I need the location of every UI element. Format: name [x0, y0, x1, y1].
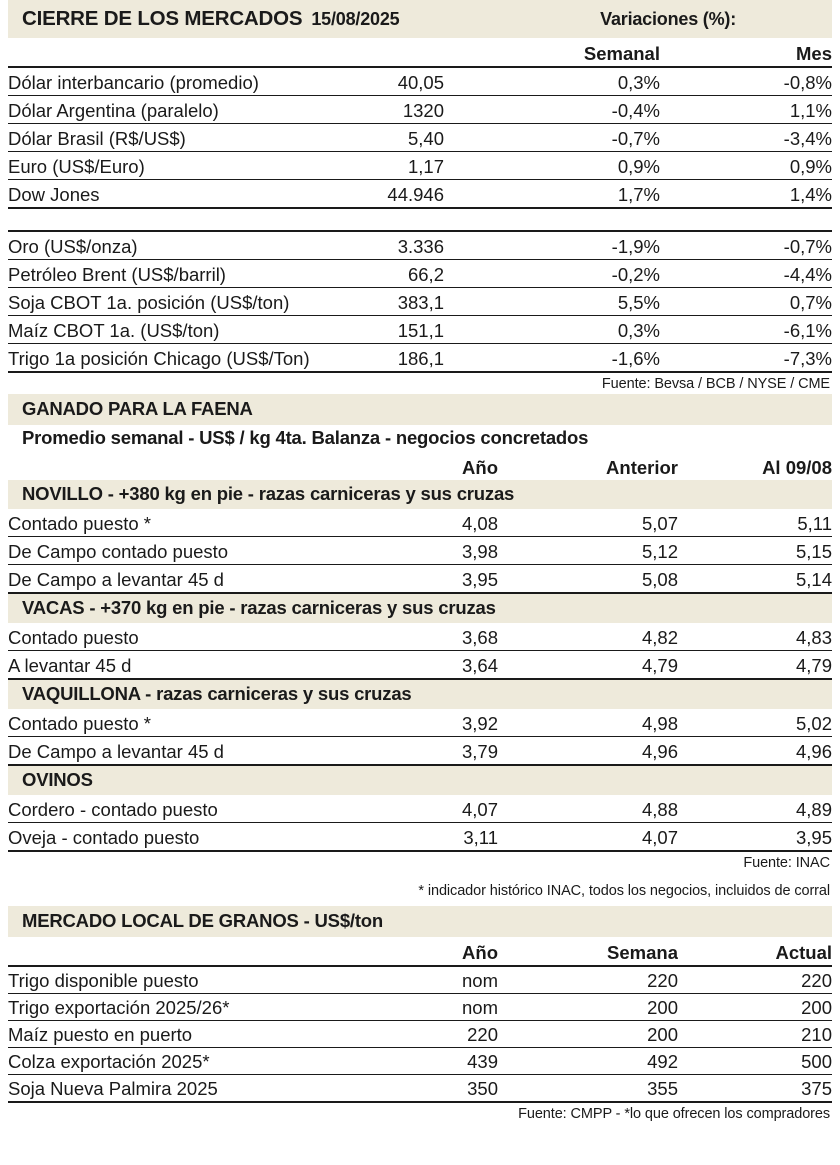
livestock-ano: 3,98 [348, 537, 498, 565]
market-name: Dow Jones [8, 180, 348, 209]
livestock-group-caption-novillo: NOVILLO - +380 kg en pie - razas carniceras y sus cruzas [8, 480, 832, 509]
market-semanal: -0,4% [444, 96, 660, 124]
table-row [8, 288, 832, 316]
market-name: Euro (US$/Euro) [8, 152, 348, 180]
market-mes: 0,7% [660, 288, 832, 316]
market-name: Petróleo Brent (US$/barril) [8, 260, 348, 288]
table-row [8, 344, 832, 373]
livestock-row-name: De Campo contado puesto [8, 537, 348, 565]
market-name: Soja CBOT 1a. posición (US$/ton) [8, 288, 348, 316]
markets-col-mes: Mes [796, 43, 832, 64]
market-name: Maíz CBOT 1a. (US$/ton) [8, 316, 348, 344]
grain-semana: 200 [498, 994, 678, 1021]
livestock-table-vacas [8, 623, 832, 680]
grains-col-actual: Actual [775, 942, 832, 963]
markets-table-group2 [8, 230, 832, 373]
market-semanal: 1,7% [444, 180, 660, 209]
market-mes: 1,4% [660, 180, 832, 209]
grain-name: Colza exportación 2025* [8, 1048, 348, 1075]
grain-semana: 492 [498, 1048, 678, 1075]
grain-semana: 355 [498, 1075, 678, 1103]
table-row [8, 737, 832, 766]
livestock-al: 3,95 [678, 823, 832, 852]
table-row [8, 709, 832, 737]
livestock-al: 5,11 [678, 509, 832, 537]
market-value: 3.336 [348, 231, 444, 260]
market-mes: 0,9% [660, 152, 832, 180]
livestock-row-name: De Campo a levantar 45 d [8, 565, 348, 594]
grains-title: MERCADO LOCAL DE GRANOS - US$/ton [8, 906, 832, 937]
grain-actual: 220 [678, 966, 832, 994]
markets-column-header-row [8, 38, 832, 67]
table-row [8, 565, 832, 594]
livestock-ano: 3,95 [348, 565, 498, 594]
market-mes: -4,4% [660, 260, 832, 288]
markets-col-semanal: Semanal [583, 43, 660, 64]
livestock-col-al: Al 09/08 [762, 457, 832, 478]
livestock-group-caption-vaquillona: VAQUILLONA - razas carniceras y sus cruzas [8, 680, 832, 709]
markets-source: Fuente: Bevsa / BCB / NYSE / CME [601, 376, 830, 392]
markets-col-value [348, 38, 444, 67]
market-semanal: 0,3% [444, 316, 660, 344]
livestock-row-name: Oveja - contado puesto [8, 823, 348, 852]
market-mes: -7,3% [660, 344, 832, 373]
livestock-ano: 3,64 [348, 651, 498, 680]
table-row [8, 509, 832, 537]
grains-column-header-row [8, 937, 832, 966]
livestock-anterior: 4,98 [498, 709, 678, 737]
grains-col-semana: Semana [607, 942, 678, 963]
livestock-ano: 3,79 [348, 737, 498, 766]
livestock-anterior: 4,96 [498, 737, 678, 766]
livestock-row-name: A levantar 45 d [8, 651, 348, 680]
livestock-anterior: 4,82 [498, 623, 678, 651]
market-value: 44.946 [348, 180, 444, 209]
table-row [8, 795, 832, 823]
livestock-anterior: 5,07 [498, 509, 678, 537]
market-value: 5,40 [348, 124, 444, 152]
livestock-anterior: 4,88 [498, 795, 678, 823]
grains-table [8, 937, 832, 1103]
markets-section [8, 0, 832, 394]
market-semanal: -1,6% [444, 344, 660, 373]
market-mes: -0,8% [660, 67, 832, 96]
livestock-table-vaquillona [8, 709, 832, 766]
market-value: 383,1 [348, 288, 444, 316]
table-row [8, 994, 832, 1021]
livestock-row-name: Contado puesto * [8, 709, 348, 737]
grain-actual: 500 [678, 1048, 832, 1075]
livestock-table-novillo [8, 509, 832, 594]
grains-section [8, 906, 832, 1124]
table-row [8, 1048, 832, 1075]
market-name: Oro (US$/onza) [8, 231, 348, 260]
livestock-ano: 3,11 [348, 823, 498, 852]
table-row [8, 180, 832, 209]
table-row [8, 966, 832, 994]
grain-name: Maíz puesto en puerto [8, 1021, 348, 1048]
market-semanal: -0,2% [444, 260, 660, 288]
table-row [8, 1021, 832, 1048]
grain-ano: 220 [348, 1021, 498, 1048]
livestock-anterior: 4,79 [498, 651, 678, 680]
livestock-source: Fuente: INAC [743, 855, 830, 871]
livestock-al: 4,89 [678, 795, 832, 823]
market-value: 66,2 [348, 260, 444, 288]
market-mes: -0,7% [660, 231, 832, 260]
livestock-col-ano: Año [462, 457, 498, 478]
livestock-al: 5,02 [678, 709, 832, 737]
table-row [8, 823, 832, 852]
livestock-ano: 4,08 [348, 509, 498, 537]
markets-title-band [8, 0, 832, 38]
livestock-row-name: Contado puesto * [8, 509, 348, 537]
livestock-section [8, 394, 832, 906]
livestock-col-anterior: Anterior [606, 457, 678, 478]
table-row [8, 67, 832, 96]
livestock-group-caption-vacas: VACAS - +370 kg en pie - razas carniceras y sus cruzas [8, 594, 832, 623]
market-mes: -3,4% [660, 124, 832, 152]
grain-actual: 210 [678, 1021, 832, 1048]
markets-date: 15/08/2025 [311, 9, 400, 29]
grain-ano: 350 [348, 1075, 498, 1103]
livestock-al: 5,15 [678, 537, 832, 565]
grain-actual: 200 [678, 994, 832, 1021]
grain-actual: 375 [678, 1075, 832, 1103]
market-name: Dólar interbancario (promedio) [8, 67, 348, 96]
livestock-column-header-row [8, 452, 832, 480]
market-value: 186,1 [348, 344, 444, 373]
grain-ano: nom [348, 966, 498, 994]
livestock-anterior: 5,12 [498, 537, 678, 565]
grain-ano: nom [348, 994, 498, 1021]
market-name: Dólar Brasil (R$/US$) [8, 124, 348, 152]
table-row [8, 1075, 832, 1103]
market-name: Trigo 1a posición Chicago (US$/Ton) [8, 344, 348, 373]
livestock-anterior: 5,08 [498, 565, 678, 594]
table-row [8, 537, 832, 565]
livestock-row-name: Cordero - contado puesto [8, 795, 348, 823]
grain-name: Soja Nueva Palmira 2025 [8, 1075, 348, 1103]
grain-name: Trigo exportación 2025/26* [8, 994, 348, 1021]
grain-semana: 200 [498, 1021, 678, 1048]
market-semanal: 5,5% [444, 288, 660, 316]
livestock-al: 4,79 [678, 651, 832, 680]
market-name: Dólar Argentina (paralelo) [8, 96, 348, 124]
grain-ano: 439 [348, 1048, 498, 1075]
livestock-table-ovinos [8, 795, 832, 852]
livestock-column-header-table [8, 452, 832, 480]
market-semanal: -0,7% [444, 124, 660, 152]
grain-semana: 220 [498, 966, 678, 994]
livestock-title: GANADO PARA LA FAENA [8, 394, 832, 425]
table-row [8, 152, 832, 180]
livestock-al: 4,96 [678, 737, 832, 766]
livestock-row-name: De Campo a levantar 45 d [8, 737, 348, 766]
market-mes: 1,1% [660, 96, 832, 124]
market-value: 40,05 [348, 67, 444, 96]
table-row [8, 316, 832, 344]
table-row [8, 623, 832, 651]
livestock-anterior: 4,07 [498, 823, 678, 852]
table-row [8, 231, 832, 260]
market-value: 1320 [348, 96, 444, 124]
livestock-subtitle: Promedio semanal - US$ / kg 4ta. Balanza - negocios concretados [22, 427, 589, 448]
livestock-footnote: * indicador histórico INAC, todos los negocios, incluidos de corral [418, 883, 830, 899]
grains-source: Fuente: CMPP - *lo que ofrecen los compradores [518, 1106, 830, 1122]
table-row [8, 124, 832, 152]
table-row [8, 260, 832, 288]
markets-col-blank [8, 38, 348, 67]
livestock-row-name: Contado puesto [8, 623, 348, 651]
markets-group-gap [8, 209, 832, 230]
grains-col-blank [8, 937, 348, 966]
livestock-ano: 3,68 [348, 623, 498, 651]
market-value: 1,17 [348, 152, 444, 180]
livestock-al: 4,83 [678, 623, 832, 651]
market-mes: -6,1% [660, 316, 832, 344]
market-value: 151,1 [348, 316, 444, 344]
livestock-group-caption-ovinos: OVINOS [8, 766, 832, 795]
markets-variations-label: Variaciones (%): [600, 9, 736, 29]
livestock-ano: 4,07 [348, 795, 498, 823]
livestock-al: 5,14 [678, 565, 832, 594]
table-row [8, 96, 832, 124]
market-semanal: 0,9% [444, 152, 660, 180]
grains-col-ano: Año [462, 942, 498, 963]
market-semanal: -1,9% [444, 231, 660, 260]
livestock-ano: 3,92 [348, 709, 498, 737]
markets-title: CIERRE DE LOS MERCADOS [22, 7, 303, 30]
table-row [8, 651, 832, 680]
markets-table-group1 [8, 38, 832, 209]
livestock-col-blank [8, 452, 348, 480]
market-semanal: 0,3% [444, 67, 660, 96]
grain-name: Trigo disponible puesto [8, 966, 348, 994]
